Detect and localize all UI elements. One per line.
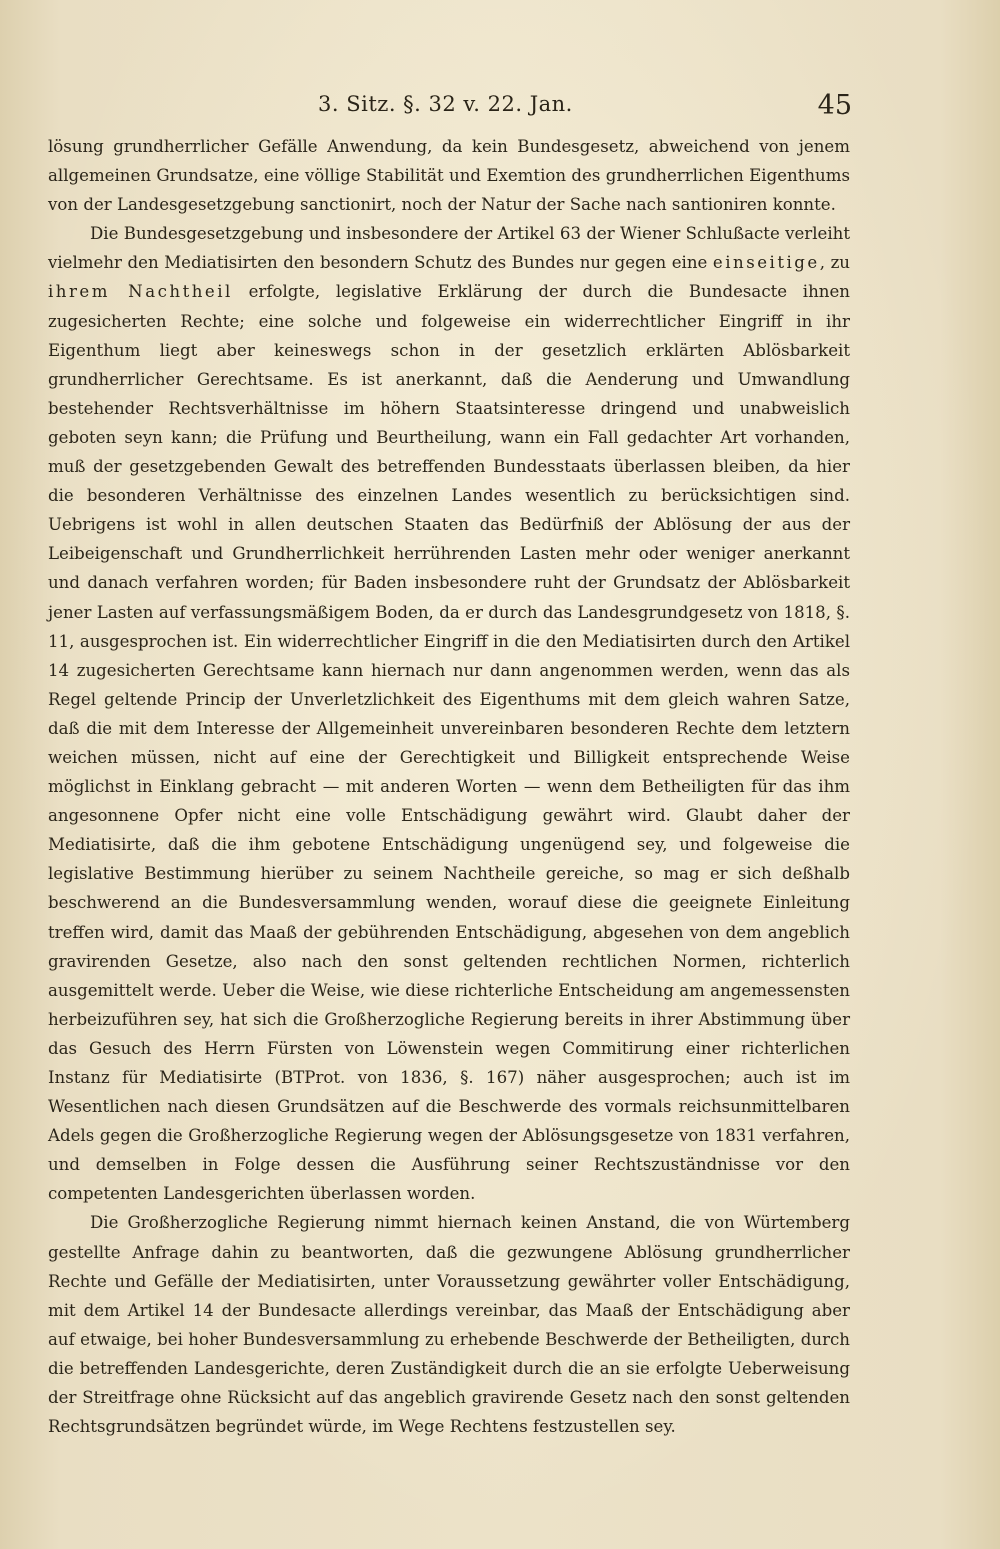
paragraph-text: , zu [819, 253, 850, 273]
paragraph-2 [48, 219, 850, 1208]
emphasis-spaced: einseitige [712, 253, 820, 273]
paragraph-text: lösung grundherrlicher Gefälle Anwendung, da kein Bundesgesetz, abweichend von jenem allgemeinen Grundsatze, eine völlige Stabilität und Exemtion des grundherrlichen Eigenthums von der Landesgesetzgebung sanctionirt, noch der Natur der Sache nach santioniren konnte. [48, 137, 850, 215]
running-head-title: 3. Sitz. §. 32 v. 22. Jan. [318, 92, 573, 116]
running-head [48, 92, 850, 132]
paragraph-text: Die Großherzogliche Regierung nimmt hiernach keinen Anstand, die von Würtemberg gestellte Anfrage dahin zu beantworten, daß die gezwungene Ablösung grundherrlicher Rechte und Gefälle der Mediatisirten, unter Voraussetzung gewährter voller Entschädigung, mit dem Artikel 14 der Bundesacte allerdings vereinbar, das Maaß der Entschädigung aber auf etwaige, bei hoher Bundesversammlung zu erhebende Beschwerde der Betheiligten, durch die betreffenden Landesgerichte, deren Zuständigkeit durch die an sie erfolgte Ueberweisung der Streitfrage ohne Rücksicht auf das angeblich gravirende Gesetz nach den sonst geltenden Rechtsgrundsätzen begründet würde, im Wege Rechtens festzustellen sey. [48, 1213, 850, 1437]
emphasis-spaced: ihrem Nachtheil [48, 282, 233, 302]
paragraph-3 [48, 1208, 850, 1441]
body-text [48, 132, 850, 1441]
paragraph-text: Die Bundesgesetzgebung und insbesondere der Artikel 63 der Wiener Schlußacte verleiht vielmehr den Mediatisirten den besondern Schutz des Bundes nur gegen eine [48, 224, 850, 273]
paragraph-text: erfolgte, legislative Erklärung der durch die Bundesacte ihnen zugesicherten Rechte; eine solche und folgeweise ein widerrechtlicher Eingriff in ihr Eigenthum liegt aber keineswegs schon in der gesetzlich erklärten Ablösbarkeit grundherrlicher Gerechtsame. Es ist anerkannt, daß die Aenderung und Umwandlung bestehender Rechtsverhältnisse im höhern Staatsinteresse dringend und unabweislich geboten seyn kann; die Prüfung und Beurtheilung, wann ein Fall gedachter Art vorhanden, muß der gesetzgebenden Gewalt des betreffenden Bundesstaats überlassen bleiben, da hier die besonderen Verhältnisse des einzelnen Landes wesentlich zu berücksichtigen sind. Uebrigens ist wohl in allen deutschen Staaten das Bedürfniß der Ablösung der aus der Leibeigenschaft und Grundherrlichkeit herrührenden Lasten mehr oder weniger anerkannt und danach verfahren worden; für Baden insbesondere ruht der Grundsatz der Ablösbarkeit jener Lasten auf verfassungsmäßigem Boden, da er durch das Landesgrundgesetz von 1818, §. 11, ausgesprochen ist. Ein widerrechtlicher Eingriff in die den Mediatisirten durch den Artikel 14 zugesicherten Gerechtsame kann hiernach nur dann angenommen werden, wenn das als Regel geltende Princip der Unverletzlichkeit des Eigenthums mit dem gleich wahren Satze, daß die mit dem Interesse der Allgemeinheit unvereinbaren besonderen Rechte dem letztern weichen müssen, nicht auf eine der Gerechtigkeit und Billigkeit entsprechende Weise möglichst in Einklang gebracht — mit anderen Worten — wenn dem Betheiligten für das ihm angesonnene Opfer nicht eine volle Entschädigung gewährt wird. Glaubt daher der Mediatisirte, daß die ihm gebotene Entschädigung ungenügend sey, und folgeweise die legislative Bestimmung hierüber zu seinem Nachtheile gereiche, so mag er sich deßhalb beschwerend an die Bundesversammlung wenden, worauf diese die geeignete Einleitung treffen wird, damit das Maaß der gebührenden Entschädigung, abgesehen von dem angeblich gravirenden Gesetze, also nach den sonst geltenden rechtlichen Normen, richterlich ausgemittelt werde. Ueber die Weise, wie diese richterliche Entscheidung am angemessensten herbeizuführen sey, hat sich die Großherzogliche Regierung bereits in ihrer Abstimmung über das Gesuch des Herrn Fürsten von Löwenstein wegen Commitirung einer richterlichen Instanz für Mediatisirte (BTProt. von 1836, §. 167) näher ausgesprochen; auch ist im Wesentlichen nach diesen Grundsätzen auf die Beschwerde des vormals reichsunmittelbaren Adels gegen die Großherzogliche Regierung wegen der Ablösungsgesetze von 1831 verfahren, und demselben in Folge dessen die Ausführung seiner Rechtszuständnisse vor den competenten Landesgerichten überlassen worden. [48, 282, 850, 1204]
paragraph-1 [48, 132, 850, 219]
page-number: 45 [817, 90, 852, 121]
